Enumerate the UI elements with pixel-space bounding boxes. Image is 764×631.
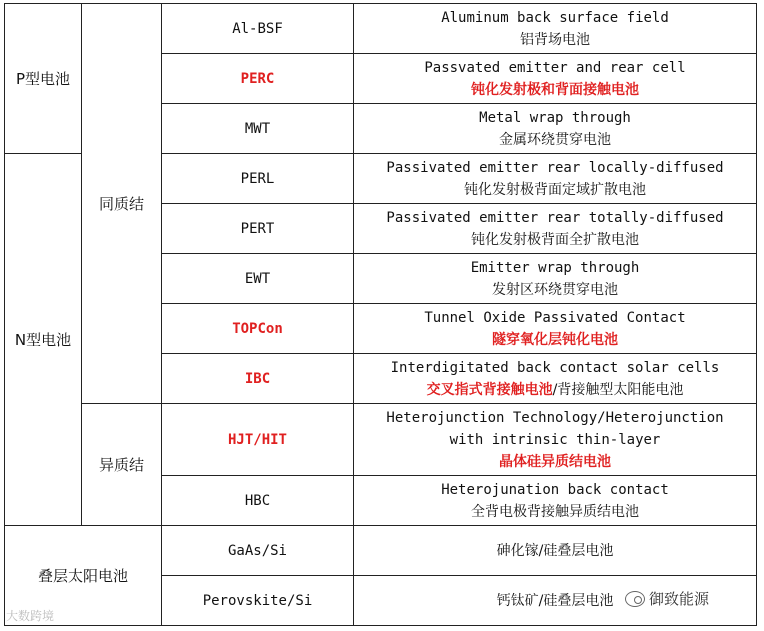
desc-zh (358, 379, 752, 401)
desc-zh: 发射区环绕贯穿电池 (492, 281, 618, 298)
desc-en: Passvated emitter and rear cell (424, 59, 686, 76)
desc-zh-rest: /背接触型太阳能电池 (552, 381, 684, 398)
desc-en: Passivated emitter rear locally-diffused (386, 159, 724, 176)
cell-description (354, 104, 757, 154)
cell-description (354, 54, 757, 104)
cell-abbr: MWT (162, 104, 354, 154)
watermark-right-text: 御致能源 (649, 590, 710, 608)
cell-abbr: HBC (162, 476, 354, 526)
cell-abbr: HJT/HIT (162, 404, 354, 476)
desc-zh: 钝化发射极背面全扩散电池 (471, 231, 639, 248)
watermark-left: 大数跨境 (6, 609, 55, 623)
solar-cell-table (4, 3, 757, 626)
desc-zh: 晶体硅异质结电池 (499, 453, 611, 470)
cell-description (354, 204, 757, 254)
group-p-type: P型电池 (5, 4, 82, 154)
cell-description (354, 4, 757, 54)
desc-en: Metal wrap through (479, 109, 631, 126)
desc-en: Aluminum back surface field (441, 9, 669, 26)
desc-zh: 砷化镓/硅叠层电池 (496, 542, 614, 559)
cell-abbr: PERL (162, 154, 354, 204)
desc-en: Tunnel Oxide Passivated Contact (424, 309, 686, 326)
cell-description (354, 154, 757, 204)
table-row (5, 526, 757, 576)
watermark-right (625, 588, 709, 609)
cell-abbr: GaAs/Si (162, 526, 354, 576)
group-heterojunction: 异质结 (82, 404, 162, 526)
cell-description (354, 526, 757, 576)
cell-description (354, 254, 757, 304)
cell-description (354, 304, 757, 354)
cell-abbr: IBC (162, 354, 354, 404)
cell-description (354, 404, 757, 476)
desc-zh: 隧穿氧化层钝化电池 (492, 331, 618, 348)
cell-description (354, 354, 757, 404)
cell-abbr: PERC (162, 54, 354, 104)
desc-zh: 铝背场电池 (520, 31, 590, 48)
desc-zh: 金属环绕贯穿电池 (499, 131, 611, 148)
cell-abbr: Al-BSF (162, 4, 354, 54)
desc-zh: 全背电极背接触异质结电池 (471, 503, 639, 520)
desc-zh: 钝化发射极背面定域扩散电池 (464, 181, 646, 198)
desc-en-line2: with intrinsic thin-layer (449, 431, 661, 448)
desc-zh: 钙钛矿/硅叠层电池 (496, 592, 614, 609)
cell-description (354, 476, 757, 526)
cell-abbr: PERT (162, 204, 354, 254)
group-homojunction: 同质结 (82, 4, 162, 404)
cell-abbr: Perovskite/Si (162, 576, 354, 626)
desc-zh-highlight: 交叉指式背接触电池 (426, 381, 553, 398)
group-tandem: 叠层太阳电池 (5, 526, 162, 626)
desc-en: Heterojunction Technology/Heterojunction (386, 409, 724, 426)
cell-abbr: EWT (162, 254, 354, 304)
wechat-icon (625, 591, 645, 607)
desc-en: Emitter wrap through (470, 259, 640, 276)
desc-en: Interdigitated back contact solar cells (390, 359, 720, 376)
table-row (5, 404, 757, 476)
desc-en: Heterojunation back contact (441, 481, 669, 498)
desc-en: Passivated emitter rear totally-diffused (386, 209, 724, 226)
table-row (5, 4, 757, 54)
desc-zh: 钝化发射极和背面接触电池 (471, 81, 639, 98)
group-n-type: N型电池 (5, 154, 82, 526)
cell-abbr: TOPCon (162, 304, 354, 354)
